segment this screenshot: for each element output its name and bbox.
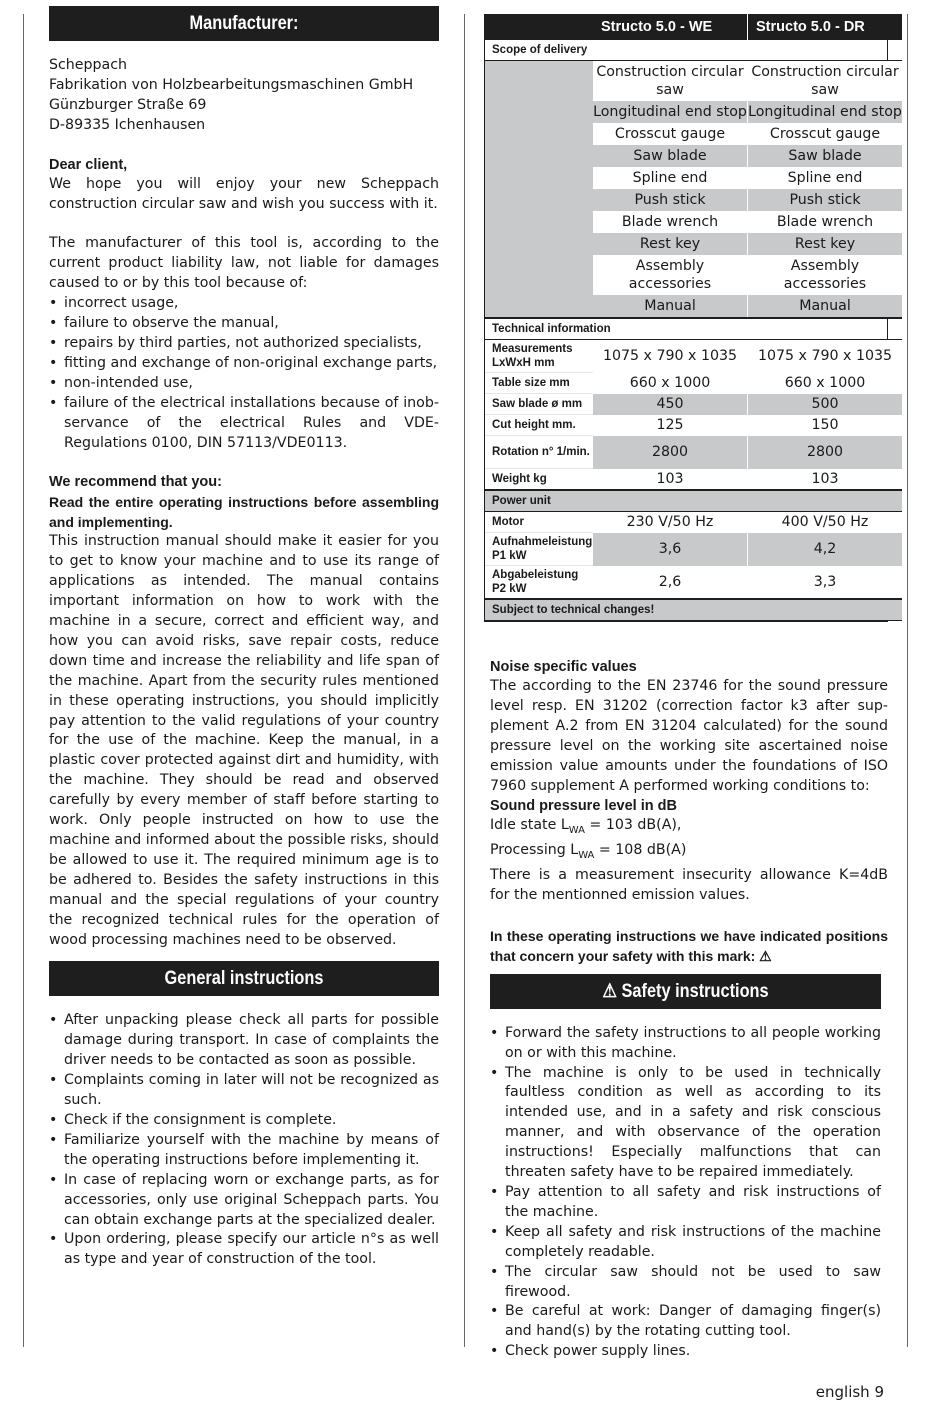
scope-blank [485,189,593,211]
scope-blank [485,101,593,123]
row-label: Abgabeleistung P2 kW [485,566,593,600]
scope-blank [485,123,593,145]
idle-value: = 103 dB(A), [584,817,682,834]
general-heading: General instructions [76,961,411,996]
tech-label-row [485,318,902,340]
noise-section [484,657,888,966]
scope-rows [485,61,902,319]
row-value-col2: 2800 [748,436,903,469]
recommend-subheading: Read the entire operating instructions before assembling and implementing. [49,494,439,531]
list-item: • Familiarize yourself with the machine by means of the operating instructions before implementing it. [49,1131,439,1171]
row-value-col2: 400 V/50 Hz [748,512,903,533]
table-header-row [485,14,902,40]
scope-row [485,123,902,145]
left-margin-rule [23,14,24,1347]
list-item: • non-intended use, [49,374,439,394]
power-label-row [485,490,902,512]
right-margin-rule [907,14,908,1347]
scope-cell-col2: Manual [748,295,903,318]
scope-cell-col1: Rest key [593,233,748,255]
recommend-heading: We recommend that you: [49,474,222,491]
scope-cell-col2: Crosscut gauge [748,123,903,145]
scope-cell-col2: Rest key [748,233,903,255]
table-footnote: Subject to technical changes! [485,599,902,621]
list-item: • Keep all safety and risk instructions of the machine completely readable. [490,1223,881,1263]
general-heading-bar [49,961,439,996]
tech-label: Technical information [485,318,902,340]
scope-blank [485,255,593,295]
scope-row [485,255,902,295]
manufacturer-heading: Manufacturer: [76,6,411,41]
row-label: Cut height mm. [485,415,593,436]
scope-cell-col1: Blade wrench [593,211,748,233]
list-item: • failure to observe the manual, [49,314,439,334]
tech-rows [485,340,902,491]
header-col2: Structo 5.0 - DR [748,14,903,40]
row-label: Saw blade ø mm [485,394,593,415]
table-row [485,394,902,415]
list-item: • Complaints coming in later will not be recognized as such. [49,1071,439,1111]
scope-blank [485,61,593,102]
noise-heading: Noise specific values [490,659,637,675]
noise-text: The according to the EN 23746 for the sound pressure level resp. EN 31202 (correction factor k3 after supplement A.2 from EN 31204 calculated) for the sound pressure level on the working site ascertained noise emission value amounts under the foundations of ISO 7960 supplement A performed working conditions to: [490,678,888,794]
scope-label: Scope of delivery [485,40,902,61]
power-label: Power unit [485,490,902,512]
scope-cell-col1: Spline end [593,167,748,189]
scope-cell-col2: Saw blade [748,145,903,167]
right-column [484,14,902,1362]
scope-blank [485,211,593,233]
scope-cell-col2: Push stick [748,189,903,211]
scope-blank [485,295,593,318]
scope-row [485,145,902,167]
noise-sub: Sound pressure level in dB [490,798,677,815]
noise-allowance: There is a measurement insecurity allowance K=4dB for the mentionned emission values. [490,866,888,903]
processing [490,841,888,866]
scope-cell-col1: Push stick [593,189,748,211]
scope-row [485,167,902,189]
row-value-col1: 2800 [593,436,748,469]
row-label: Rotation n° 1/min. [485,436,593,469]
list-item: • incorrect usage, [49,294,439,314]
row-value-col2: 4,2 [748,533,903,566]
recommend-text: This instruction manual should make it easier for you to get to know your machine and to use its range of applications as intended. The manual contains important information on how to work with the machine in a secure, correct and efficient way, and how you can avoid risks, save repair costs, reduce down time and increase the reliability and life span of the machine. Apart from the security rules mentioned in these operating instructions, you should implicitly pay attention to the valid regulations of your country for the use of the machine. Keep the manual, in a plastic cover protected against dirt and humidity, with the machine. They should be read and observed carefully by every member of staff before starting to work. Only people instructed on how to use the machine and informed about the possible risks, should be allowed to use it. The required minimum age is to be adhered to. Besides the safety instructions in this manual and the special regulations of your country the recognized technical rules for the operation of wood processing machines need to be observed. [49,533,439,948]
power-rows [485,512,902,600]
proc-sub: WA [578,850,595,861]
table-row [485,469,902,491]
dear-client-heading: Dear client, [49,156,128,173]
row-value-col1: 3,6 [593,533,748,566]
list-item: • The machine is only to be used in technically faultless condition as well as according to its intended use, and in a safety and risk conscious manner, and with observance of the operation instructions! Especially malfunctions that can threaten safety have to be repaired immediately. [490,1064,881,1183]
list-item: • repairs by third parties, not authorized specialists, [49,334,439,354]
liability-list [49,294,439,453]
row-label: Table size mm [485,373,593,394]
header-blank [485,14,593,40]
scope-row [485,101,902,123]
idle-label: Idle state L [490,817,569,834]
row-value-col1: 450 [593,394,748,415]
list-item: • After unpacking please check all parts for possible damage during transport. In case of complaints the driver needs to be contacted as soon as possible. [49,1011,439,1071]
list-item: • failure of the electrical installations because of inobservance of the electrical Rules and VDE-Regulations 0100, DIN 57113/VDE0113. [49,394,439,454]
row-value-col1: 103 [593,469,748,491]
safety-list [484,1024,881,1362]
row-label: Measurements LxWxH mm [485,340,593,373]
list-item: • Be careful at work: Danger of damaging finger(s) and hand(s) by the rotating cutting tool. [490,1302,881,1342]
spec-table [485,14,902,621]
list-item: • Upon ordering, please specify our article n°s as well as type and year of construction of the tool. [49,1230,439,1270]
scope-row [485,211,902,233]
idle-state [490,816,888,841]
row-label: Weight kg [485,469,593,491]
scope-blank [485,145,593,167]
scope-cell-col2: Longitudinal end stop [748,101,903,123]
idle-sub: WA [568,825,585,837]
scope-row [485,189,902,211]
scope-cell-col1: Construction circular saw [593,61,748,102]
dear-client-text: We hope you will enjoy your new Scheppach construction circular saw and wish you success with it. [49,175,439,212]
list-item: • fitting and exchange of non-original exchange parts, [49,354,439,374]
scope-cell-col1: Saw blade [593,145,748,167]
liability-intro: The manufacturer of this tool is, according to the current product liability law, not liable for damages caused to or by this tool because of: [49,235,439,292]
table-row [485,340,902,373]
row-value-col2: 103 [748,469,903,491]
scope-blank [485,167,593,189]
row-value-col1: 660 x 1000 [593,373,748,394]
header-col1: Structo 5.0 - WE [593,14,748,40]
page-footer: english 9 [815,1383,884,1401]
scope-cell-col1: Assembly accessories [593,255,748,295]
row-value-col1: 1075 x 790 x 1035 [593,340,748,373]
list-item: • Forward the safety instructions to all people working on or with this machine. [490,1024,881,1064]
scope-blank [485,233,593,255]
list-item: • Pay attention to all safety and risk instructions of the machine. [490,1183,881,1223]
scope-cell-col2: Blade wrench [748,211,903,233]
proc-label: Processing L [490,842,579,859]
scope-label-row [485,40,902,61]
address-line: Scheppach [49,57,128,73]
row-value-col1: 125 [593,415,748,436]
table-row [485,533,902,566]
row-value-col2: 150 [748,415,903,436]
scope-row [485,233,902,255]
row-value-col2: 660 x 1000 [748,373,903,394]
row-value-col1: 2,6 [593,566,748,600]
table-row [485,415,902,436]
scope-cell-col1: Longitudinal end stop [593,101,748,123]
scope-cell-col2: Spline end [748,167,903,189]
row-value-col2: 3,3 [748,566,903,600]
spec-table-frame [484,14,902,622]
scope-cell-col2: Assembly accessories [748,255,903,295]
safety-mark-note: In these operating instructions we have indicated positions that concern your safety with this mark: ⚠ [490,927,888,964]
footnote-row [485,599,902,621]
row-value-col2: 1075 x 790 x 1035 [748,340,903,373]
scope-row [485,295,902,318]
address-line: Fabrikation von Holzbearbeitungsmaschinen GmbH [49,76,414,93]
proc-value: = 108 dB(A) [594,842,687,859]
list-item: • The circular saw should not be used to saw firewood. [490,1263,881,1303]
general-list [49,1011,439,1270]
manufacturer-address [49,56,439,136]
address-line: D-89335 Ichenhausen [49,116,206,133]
safety-heading-bar [490,974,881,1009]
row-label: Aufnahmeleistung P1 kW [485,533,593,566]
scope-cell-col2: Construction circular saw [748,61,903,102]
table-row [485,512,902,533]
scope-cell-col1: Crosscut gauge [593,123,748,145]
table-row [485,566,902,600]
manufacturer-heading-bar [49,6,439,41]
row-value-col2: 500 [748,394,903,415]
row-value-col1: 230 V/50 Hz [593,512,748,533]
list-item: • Check if the consignment is complete. [49,1111,439,1131]
scope-row [485,61,902,102]
center-rule [464,14,465,1347]
row-label: Motor [485,512,593,533]
address-line: Günzburger Straße 69 [49,96,207,113]
safety-heading: ⚠ Safety instructions [517,974,853,1009]
scope-cell-col1: Manual [593,295,748,318]
list-item: • Check power supply lines. [490,1342,881,1362]
table-row [485,436,902,469]
table-row [485,373,902,394]
list-item: • In case of replacing worn or exchange parts, as for accessories, only use original Scheppach parts. You can obtain exchange parts at the specialized dealer. [49,1171,439,1231]
left-column [49,6,439,1270]
